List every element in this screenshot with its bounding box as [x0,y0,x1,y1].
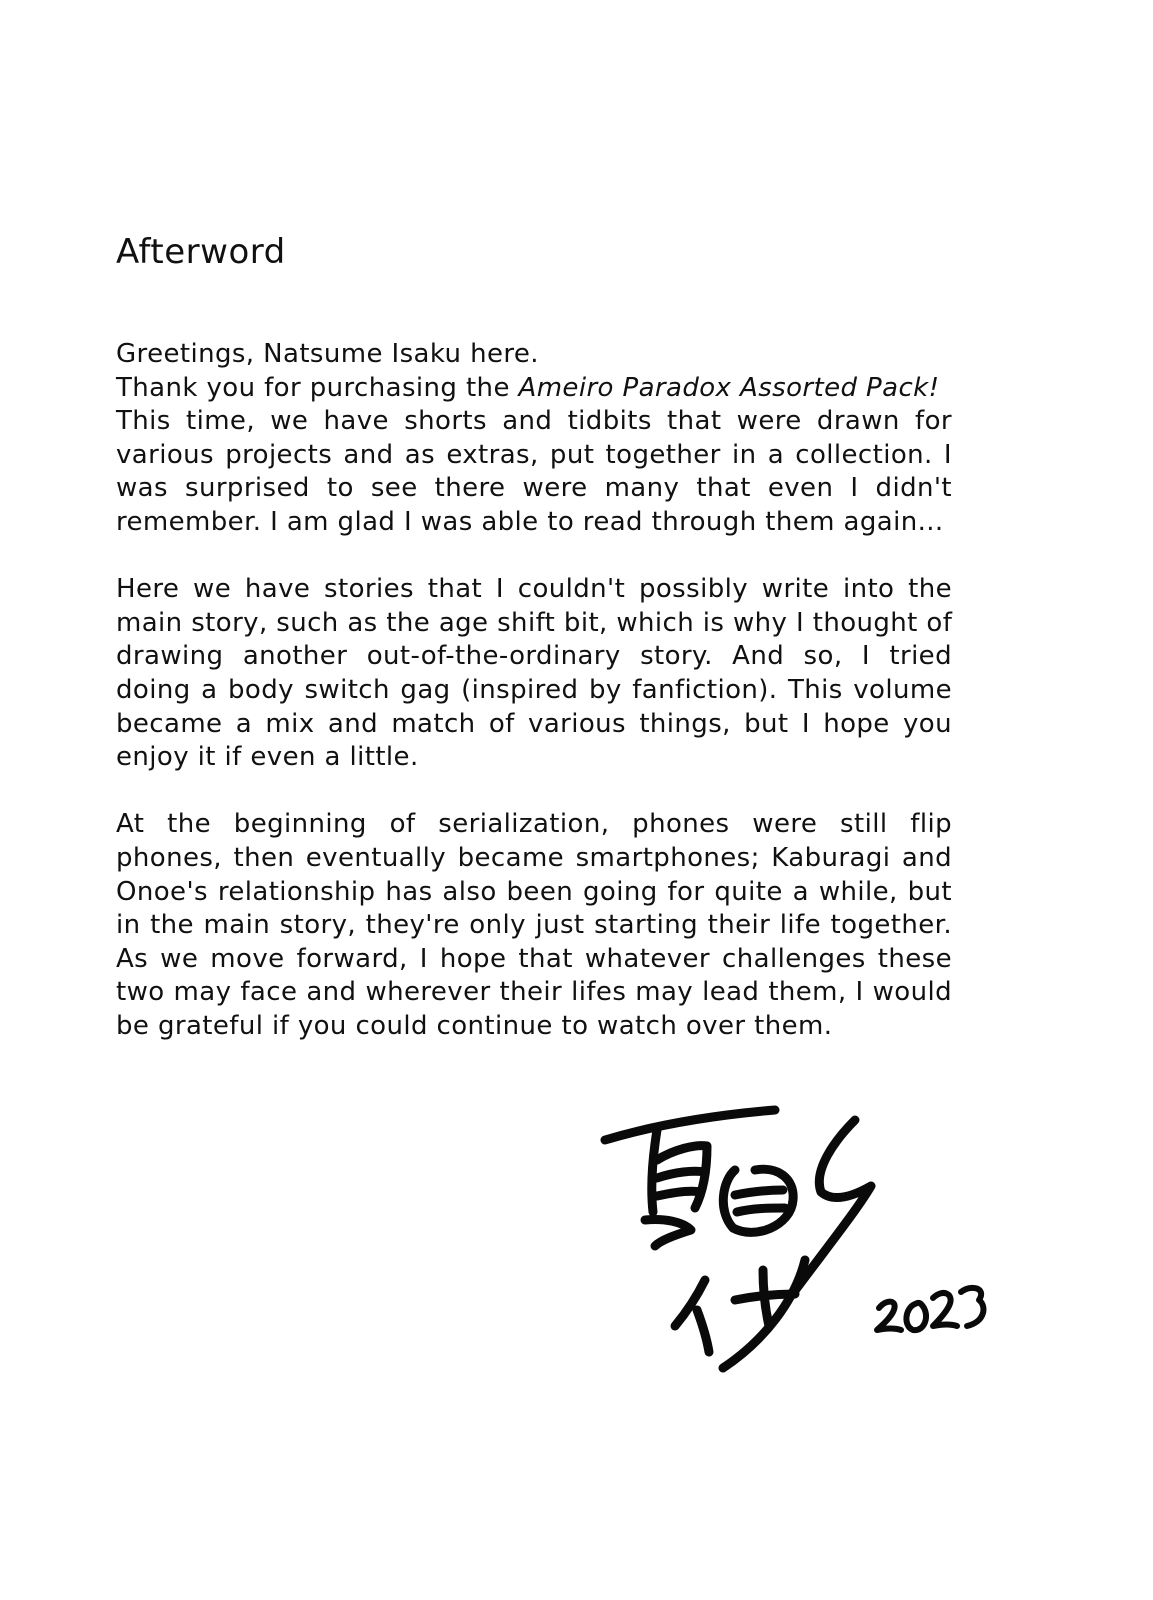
signature-stroke [735,1190,783,1195]
signature-stroke [877,1302,901,1330]
paragraph-2 [116,573,952,775]
text-line: Greetings, Natsume Isaku here. [116,339,539,369]
text-line: was surprised to see there were many that even I didn't [116,473,952,504]
signature-stroke [906,1303,926,1330]
signature-stroke [961,1288,983,1326]
signature-stroke [763,1270,769,1326]
text-line: This time, we have shorts and tidbits that were drawn for [116,406,952,437]
text-line: various projects and as extras, put together in a collection. I [116,439,952,470]
afterword-body [116,338,952,1077]
signature-stroke [697,1310,709,1352]
text-line: Onoe's relationship has also been going for quite a while, but [116,876,952,907]
signature-stroke [933,1293,957,1326]
paragraph-1 [116,338,952,540]
text-line: doing a body switch gag (inspired by fanfiction). This volume [116,674,952,705]
signature-year [877,1288,983,1330]
text-line: two may face and wherever their lifes may lead them, I would [116,977,952,1008]
text-line: in the main story, they're only just starting their life together. [116,910,952,941]
text-line: phones, then eventually became smartphones; Kaburagi and [116,842,952,873]
text-line: drawing another out-of-the-ordinary story. And so, I tried [116,641,952,672]
text-line: remember. I am glad I was able to read through them again... [116,506,944,537]
text-segment: Thank you for purchasing the [116,372,510,403]
paragraph-3 [116,808,952,1043]
signature-stroke [657,1191,701,1196]
text-line: As we move forward, I hope that whatever challenges these [116,943,952,974]
signature-stroke [737,1208,785,1212]
text-line: Here we have stories that I couldn't possibly write into the [116,574,952,605]
signature-stroke [645,1219,691,1246]
book-title: Ameiro Paradox Assorted Pack! [518,372,940,403]
text-line: be grateful if you could continue to watch over them. [116,1010,833,1041]
text-line [116,372,952,406]
signature-image [595,1100,995,1380]
text-line: became a mix and match of various things, but I hope you [116,708,952,739]
signature-stroke [657,1171,705,1178]
text-line: main story, such as the age shift bit, which is why I thought of [116,607,953,638]
signature-stroke [723,1169,793,1232]
text-line: At the beginning of serialization, phones were still flip [116,809,952,840]
signature-stroke [605,1110,775,1140]
text-line: enjoy it if even a little. [116,742,419,773]
page-title: Afterword [116,232,286,272]
